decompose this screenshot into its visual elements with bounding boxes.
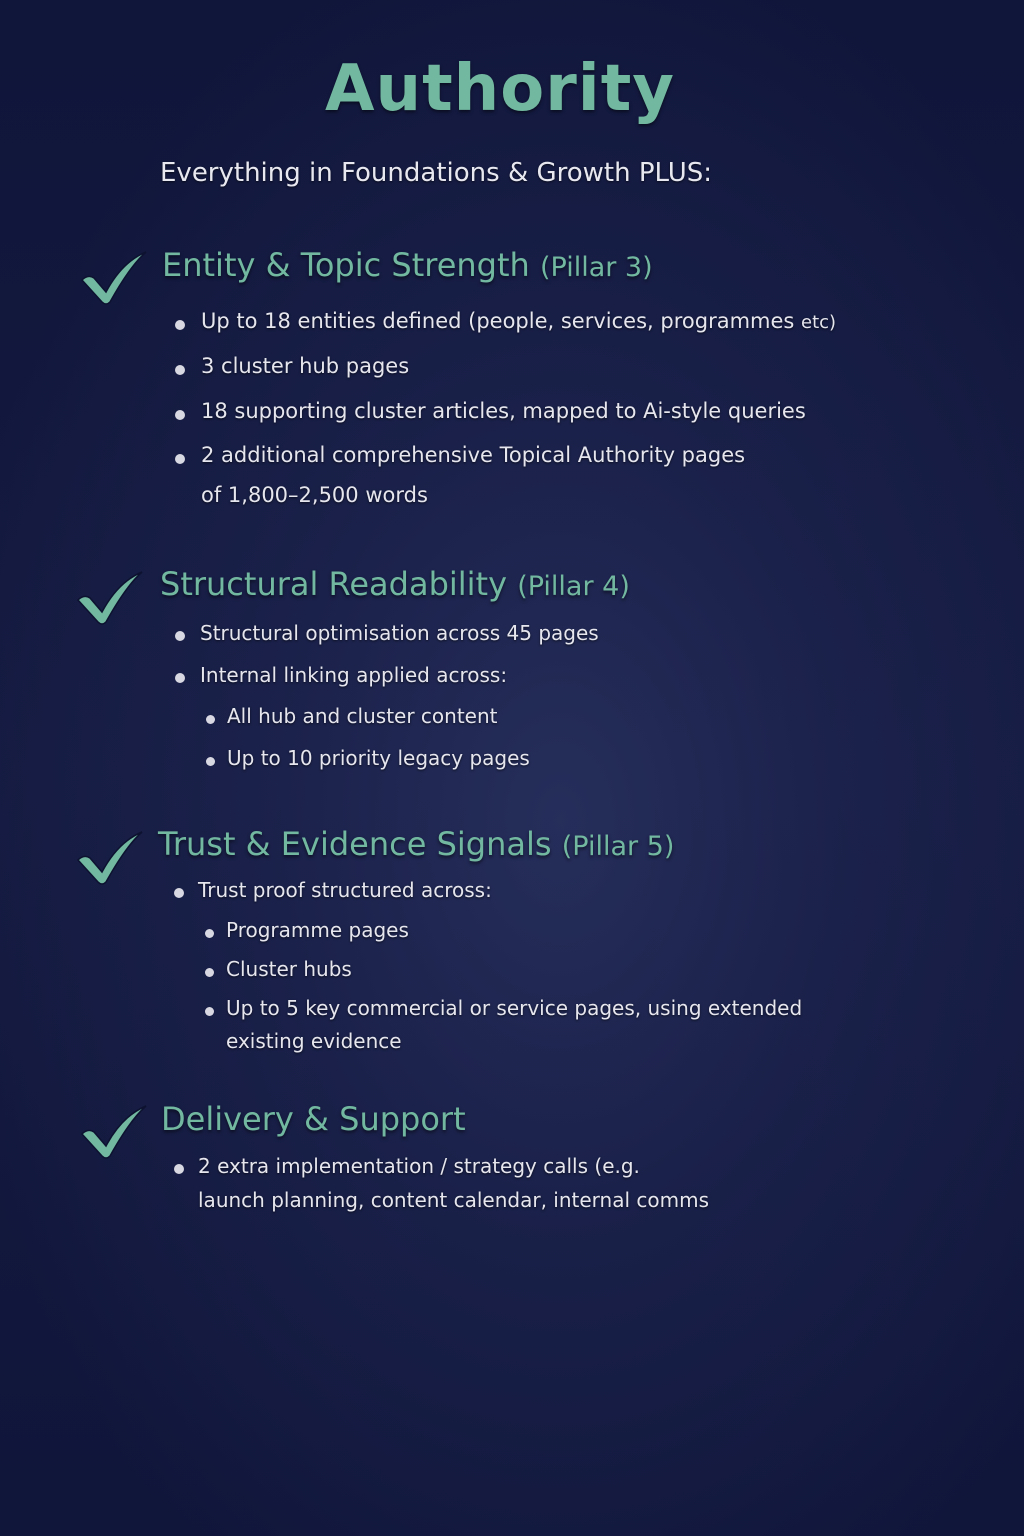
page-subtitle: Everything in Foundations & Growth PLUS:	[160, 158, 713, 188]
section-heading: Delivery & Support	[161, 1100, 466, 1138]
section-heading: Trust & Evidence Signals (Pillar 5)	[158, 825, 675, 863]
bullet-icon	[174, 888, 184, 898]
list-item: Up to 18 entities defined (people, services, programmes etc)	[201, 309, 837, 333]
list-item: Structural optimisation across 45 pages	[200, 621, 599, 645]
sub-list-item-continuation: existing evidence	[226, 1029, 402, 1053]
sub-bullet-icon	[206, 757, 215, 766]
list-item: 3 cluster hub pages	[201, 354, 410, 378]
sub-list-item: Up to 5 key commercial or service pages, using extended	[226, 996, 803, 1020]
list-item: 2 additional comprehensive Topical Authority pages	[201, 443, 746, 467]
checkmark-icon	[74, 566, 144, 626]
section-heading: Entity & Topic Strength (Pillar 3)	[162, 246, 653, 284]
bullet-icon	[175, 320, 185, 330]
bullet-icon	[175, 410, 185, 420]
checkmark-icon	[78, 1100, 148, 1160]
checkmark-icon	[74, 826, 144, 886]
bullet-icon	[175, 673, 185, 683]
bullet-icon	[175, 631, 185, 641]
checkmark-icon	[78, 246, 148, 306]
list-item: 2 extra implementation / strategy calls (e.g.	[198, 1154, 640, 1178]
list-item: Internal linking applied across:	[200, 663, 508, 687]
bullet-icon	[175, 454, 185, 464]
sub-list-item: Cluster hubs	[226, 957, 352, 981]
sub-bullet-icon	[206, 715, 215, 724]
list-item: Trust proof structured across:	[198, 878, 492, 902]
page-title: Authority	[324, 52, 676, 126]
pillar-label: (Pillar 5)	[561, 831, 675, 862]
pillar-label: (Pillar 3)	[539, 252, 653, 283]
bullet-icon	[174, 1164, 184, 1174]
section-heading: Structural Readability (Pillar 4)	[160, 565, 630, 603]
list-item: 18 supporting cluster articles, mapped to Ai-style queries	[201, 399, 806, 423]
pillar-label: (Pillar 4)	[517, 571, 630, 602]
sub-bullet-icon	[205, 968, 214, 977]
sub-bullet-icon	[205, 929, 214, 938]
sub-bullet-icon	[205, 1007, 214, 1016]
sub-list-item: All hub and cluster content	[227, 704, 498, 728]
sub-list-item: Programme pages	[226, 918, 409, 942]
list-item-continuation: launch planning, content calendar, internal comms	[198, 1188, 710, 1212]
list-item-continuation: of 1,800–2,500 words	[201, 483, 428, 507]
sub-list-item: Up to 10 priority legacy pages	[227, 746, 530, 770]
bullet-icon	[175, 365, 185, 375]
